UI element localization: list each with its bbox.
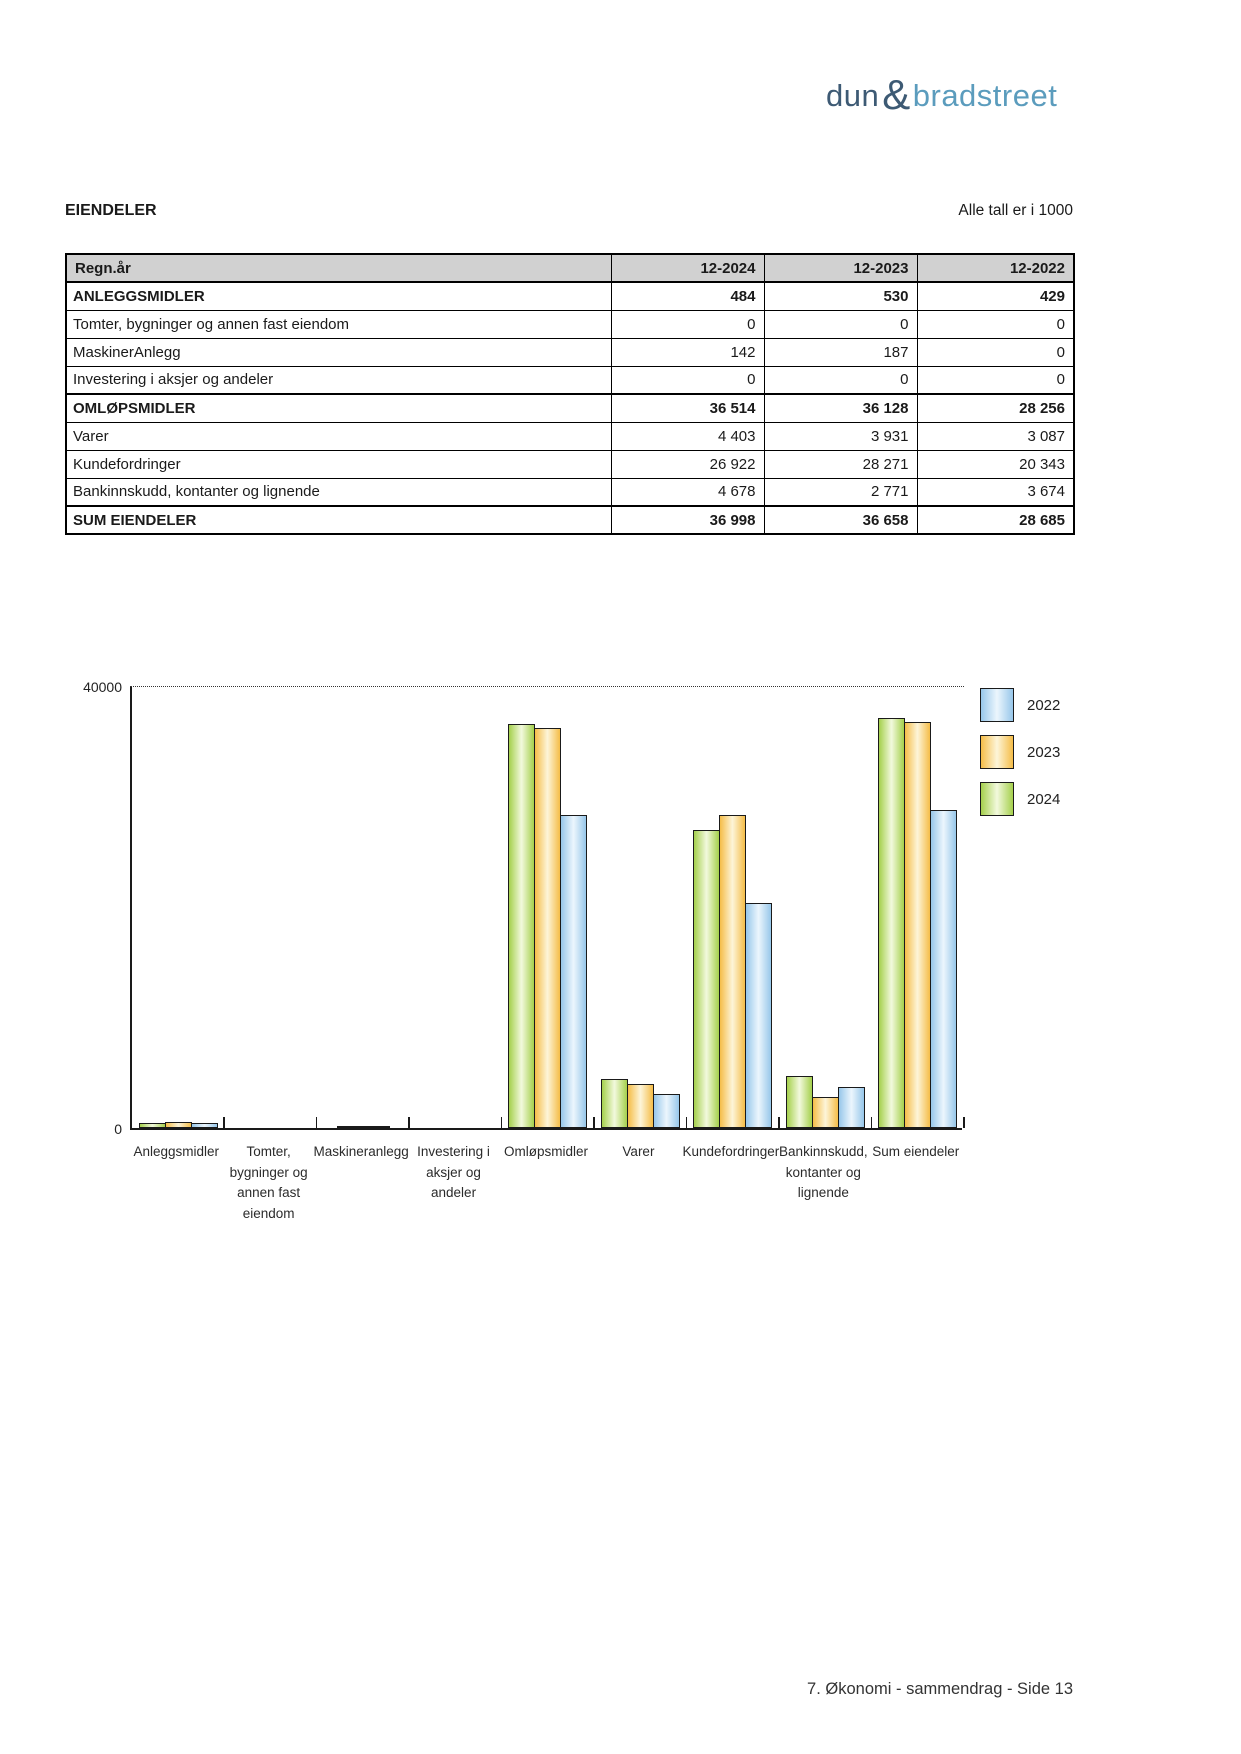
table-row: [66, 366, 1074, 394]
units-note: Alle tall er i 1000: [958, 202, 1073, 219]
row-label-cell: Kundefordringer: [66, 450, 611, 478]
row-value-cell: 4 678: [611, 478, 764, 506]
y-axis-tick-max: 40000: [83, 679, 122, 695]
row-value-cell: 36 658: [764, 506, 917, 534]
bar-group-6: [594, 687, 686, 1128]
row-value-cell: 28 685: [917, 506, 1074, 534]
row-value-cell: 429: [917, 282, 1074, 310]
table-header-cell: 12-2023: [764, 254, 917, 282]
table-header-cell: 12-2024: [611, 254, 764, 282]
y-axis-tick-zero: 0: [114, 1121, 122, 1137]
row-value-cell: 0: [611, 366, 764, 394]
bar-group-5: [502, 687, 594, 1128]
legend-label: 2022: [1027, 696, 1061, 714]
row-value-cell: 484: [611, 282, 764, 310]
row-value-cell: 28 256: [917, 394, 1074, 422]
bar-group-7: [687, 687, 779, 1128]
row-label-cell: ANLEGGSMIDLER: [66, 282, 611, 310]
table-row: [66, 310, 1074, 338]
row-value-cell: 3 087: [917, 422, 1074, 450]
row-label-cell: SUM EIENDELER: [66, 506, 611, 534]
row-label-cell: OMLØPSMIDLER: [66, 394, 611, 422]
bar-group-9: [872, 687, 964, 1128]
bar-2024: [601, 1079, 628, 1128]
legend-item-2023: [980, 735, 1060, 769]
chart-plot-area: [130, 687, 962, 1130]
row-value-cell: 0: [764, 310, 917, 338]
table-header-cell: 12-2022: [917, 254, 1074, 282]
bar-2023: [165, 1122, 192, 1128]
row-label-cell: MaskinerAnlegg: [66, 338, 611, 366]
bar-2024: [878, 718, 905, 1128]
row-value-cell: 4 403: [611, 422, 764, 450]
table-row: [66, 394, 1074, 422]
bar-2022: [745, 903, 772, 1128]
legend-item-2022: [980, 688, 1060, 722]
row-value-cell: 20 343: [917, 450, 1074, 478]
bar-2023: [363, 1126, 390, 1128]
bar-2023: [534, 728, 561, 1128]
x-axis-label: Kundefordringer: [682, 1144, 780, 1159]
bar-group-3: [317, 687, 409, 1128]
legend-label: 2023: [1027, 743, 1061, 761]
row-value-cell: 3 674: [917, 478, 1074, 506]
row-value-cell: 28 271: [764, 450, 917, 478]
table-row: [66, 282, 1074, 310]
row-value-cell: 530: [764, 282, 917, 310]
page-footer: 7. Økonomi - sammendrag - Side 13: [807, 1680, 1073, 1698]
table-row: [66, 478, 1074, 506]
table-heading-row: [65, 202, 1073, 220]
table-row: [66, 422, 1074, 450]
bar-2022: [560, 815, 587, 1128]
bar-2022: [930, 810, 957, 1128]
bar-2023: [627, 1084, 654, 1128]
row-value-cell: 142: [611, 338, 764, 366]
table-row: [66, 506, 1074, 534]
chart-legend: [980, 688, 1060, 829]
x-axis-label: Sum eiendeler: [872, 1144, 960, 1159]
bar-2024: [786, 1076, 813, 1128]
row-value-cell: 36 998: [611, 506, 764, 534]
row-value-cell: 0: [917, 338, 1074, 366]
bar-2024: [508, 724, 535, 1128]
row-value-cell: 36 514: [611, 394, 764, 422]
legend-swatch: [980, 735, 1014, 769]
x-axis-label: Tomter, bygninger og annen fast eiendom: [229, 1144, 308, 1221]
bar-group-8: [779, 687, 871, 1128]
row-value-cell: 2 771: [764, 478, 917, 506]
legend-label: 2024: [1027, 790, 1061, 808]
x-axis-label: Investering i aksjer og andeler: [417, 1144, 490, 1200]
legend-item-2024: [980, 782, 1060, 816]
x-axis-label: Maskineranlegg: [313, 1144, 409, 1159]
row-value-cell: 26 922: [611, 450, 764, 478]
legend-swatch: [980, 782, 1014, 816]
bar-2024: [693, 830, 720, 1128]
x-axis-label: Bankinnskudd, kontanter og lignende: [779, 1144, 868, 1200]
assets-table-body: [66, 282, 1074, 534]
bar-2024: [139, 1123, 166, 1128]
section-title: EIENDELER: [65, 202, 157, 219]
row-value-cell: 36 128: [764, 394, 917, 422]
x-axis-label: Anleggsmidler: [133, 1144, 219, 1159]
table-header-row: [66, 254, 1074, 282]
ampersand-icon: &: [882, 71, 911, 118]
legend-swatch: [980, 688, 1014, 722]
bar-2023: [812, 1097, 839, 1128]
x-axis-tick: [963, 1117, 965, 1128]
table-row: [66, 450, 1074, 478]
bar-2023: [719, 815, 746, 1128]
row-label-cell: Tomter, bygninger og annen fast eiendom: [66, 310, 611, 338]
bar-2024: [337, 1126, 364, 1128]
row-value-cell: 0: [917, 310, 1074, 338]
dunbradstreet-logo: [826, 72, 1057, 116]
row-value-cell: 187: [764, 338, 917, 366]
bar-2022: [653, 1094, 680, 1128]
bar-group-4: [409, 687, 501, 1128]
row-label-cell: Bankinnskudd, kontanter og lignende: [66, 478, 611, 506]
x-axis-label: Varer: [622, 1144, 655, 1159]
bar-2022: [838, 1087, 865, 1128]
table-header-cell: Regn.år: [66, 254, 611, 282]
row-label-cell: Investering i aksjer og andeler: [66, 366, 611, 394]
row-label-cell: Varer: [66, 422, 611, 450]
bar-group-2: [224, 687, 316, 1128]
assets-table: [65, 253, 1075, 535]
x-axis-label: Omløpsmidler: [503, 1144, 589, 1159]
row-value-cell: 0: [917, 366, 1074, 394]
row-value-cell: 3 931: [764, 422, 917, 450]
bar-group-1: [132, 687, 224, 1128]
bar-2023: [904, 722, 931, 1128]
logo-word-bradstreet: bradstreet: [912, 78, 1058, 113]
row-value-cell: 0: [611, 310, 764, 338]
row-value-cell: 0: [764, 366, 917, 394]
logo-word-dun: dun: [826, 78, 880, 113]
table-row: [66, 338, 1074, 366]
bar-2022: [191, 1123, 218, 1128]
